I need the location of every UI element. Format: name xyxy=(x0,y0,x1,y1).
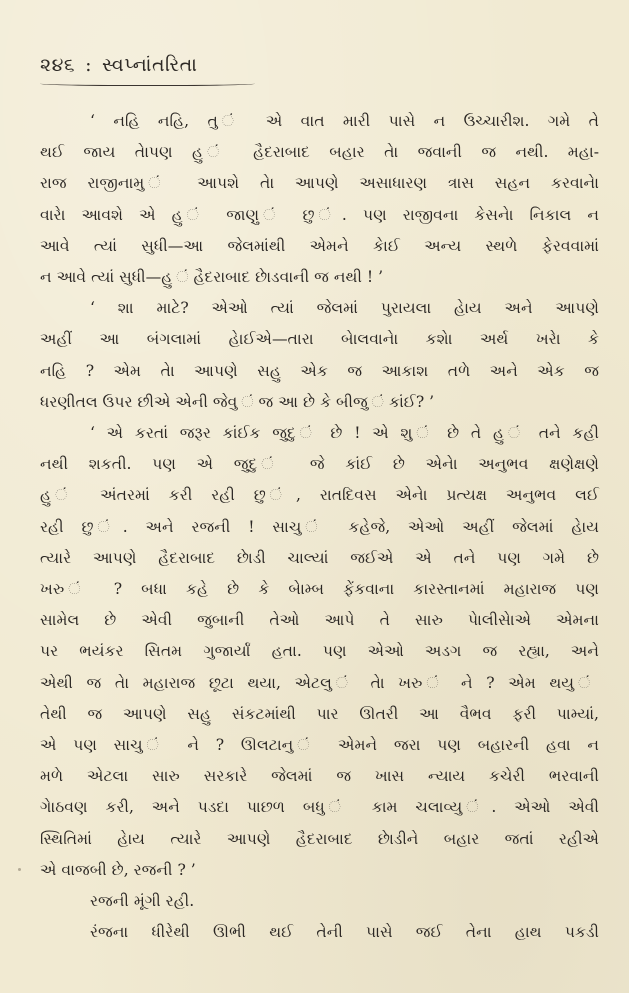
text-line: રંજના ધીરેથી ઊભી થઈ તેની પાસે જઈ તેના હાથ પકડી xyxy=(90,923,599,942)
text-line: અહીં આ બંગલામાં હેાઈએ—તારા બેાલવાનેા કશેા અર્થ ખરેા કે xyxy=(40,330,599,349)
text-line: ‘ એ કરતાં જરૂર કાંઈક જુદુ ં છે ! એ શુ ં છે તે હુ ં તને કહી xyxy=(90,424,599,443)
text-line: ગેાઠવણ કરી, અને પડદા પાછળ બધુ ં કામ ચલાવ્યુ ં. એઓ એવી xyxy=(40,798,599,817)
text-line: એ પણ સાચુ ં ને ? ઊલટાનુ ં એમને જરા પણ બહારની હવા ન xyxy=(40,736,599,755)
text-line: મળે એટલા સારુ સરકારે જેલમાં જ ખાસ ન્યાય કચેરી ભરવાની xyxy=(40,767,599,786)
text-line: ‘ શા માટે? એઓ ત્યાં જેલમાં પુરાયલા હેાય અને આપણે xyxy=(90,299,599,318)
running-head xyxy=(40,54,255,76)
text-line: સામેલ છે એવી જુબાની તેઓ આપે તે સારુ પેાલીસેાએ એમના xyxy=(40,611,599,630)
text-line: નથી શકતી. પણ એ જુદુ ં જે કાંઈ છે એનેા અનુભવ ક્ષણેક્ષણે xyxy=(40,455,599,474)
text-line: એ વાજબી છે, રજની ? ’ xyxy=(40,860,196,879)
text-line: ‘ નહિ નહિ, તુ ં એ વાત મારી પાસે ન ઉચ્ચારીશ. ગમે તે xyxy=(90,112,599,130)
paragraph-5 xyxy=(40,917,599,948)
paragraph-4 xyxy=(40,886,599,917)
paper-speckle xyxy=(18,868,21,871)
text-line: રાજ રાજીનામુ ં આપશે તેા આપણે અસાધારણ ત્રાસ સહન કરવાનેા xyxy=(40,174,599,193)
header-underline xyxy=(40,80,255,86)
text-line: એથી જ તેા મહારાજ છૂટા થયા, એટલુ ં તેા ખરુ ં ને ? એમ થયુ ં xyxy=(40,673,599,692)
text-line: રહી છુ ં. અને રજની ! સાચુ ં કહેજે, એઓ અહીં જેલમાં હેાય xyxy=(40,517,599,536)
text-line: સ્થિતિમાં હેાય ત્યારે આપણે હૈદરાબાદ છેાડીને બહાર જતાં રહીએ xyxy=(40,829,599,848)
page-number: ૨૪૬ xyxy=(40,54,76,76)
text-line: વારેા આવશે એ હુ ં જાણુ ં છુ ં. પણ રાજીવના કેસનેા નિકાલ ન xyxy=(40,205,599,224)
text-line: રજની મૂંગી રહી. xyxy=(90,892,195,911)
paragraph-2 xyxy=(40,293,599,418)
text-line: નહિ ? એમ તેા આપણે સહુ એક જ આકાશ તળે અને એક જ xyxy=(40,361,599,380)
text-line: આવે ત્યાં સુધી—આ જેલમાંથી એમને કેાઈ અન્ય સ્થળે ફેરવવામાં xyxy=(40,236,599,255)
book-title: સ્વપ્નાંતરિતા xyxy=(101,54,198,76)
paragraph-1 xyxy=(40,106,599,293)
header-separator: : xyxy=(85,54,92,76)
text-line: હુ ં અંતરમાં કરી રહી છુ ં, રાતદિવસ એનેા પ્રત્યક્ષ અનુભવ લઈ xyxy=(40,486,599,505)
text-line: ત્યારે આપણે હૈદરાબાદ છેાડી ચાલ્યાં જઈએ એ તને પણ ગમે છે xyxy=(40,548,599,567)
text-line: થઈ જાય તેાપણ હુ ં હૈદરાબાદ બહાર તેા જવાની જ નથી. મહા- xyxy=(40,143,599,162)
text-line: ધરણીતલ ઉપર છીએ એની જેવુ ં જ આ છે કે બીજુ ં કાંઈ? ’ xyxy=(40,392,435,411)
text-line: ન આવે ત્યાં સુધી—હુ ં હૈદરાબાદ છેાડવાની જ નથી ! ’ xyxy=(40,268,384,287)
text-line: ખરુ ં ? બધા કહે છે કે બેામ્બ ફેંકવાના કારસ્તાનમાં મહારાજ પણ xyxy=(40,580,599,599)
paragraph-3 xyxy=(40,418,599,886)
text-line: પર ભયંકર સિતમ ગુજાર્યાં હતા. પણ એઓ અડગ જ રહ્યા, અને xyxy=(40,642,599,661)
text-line: તેથી જ આપણે સહુ સંકટમાંથી પાર ઊતરી આ વૈભવ ફરી પામ્યાં, xyxy=(40,704,599,723)
